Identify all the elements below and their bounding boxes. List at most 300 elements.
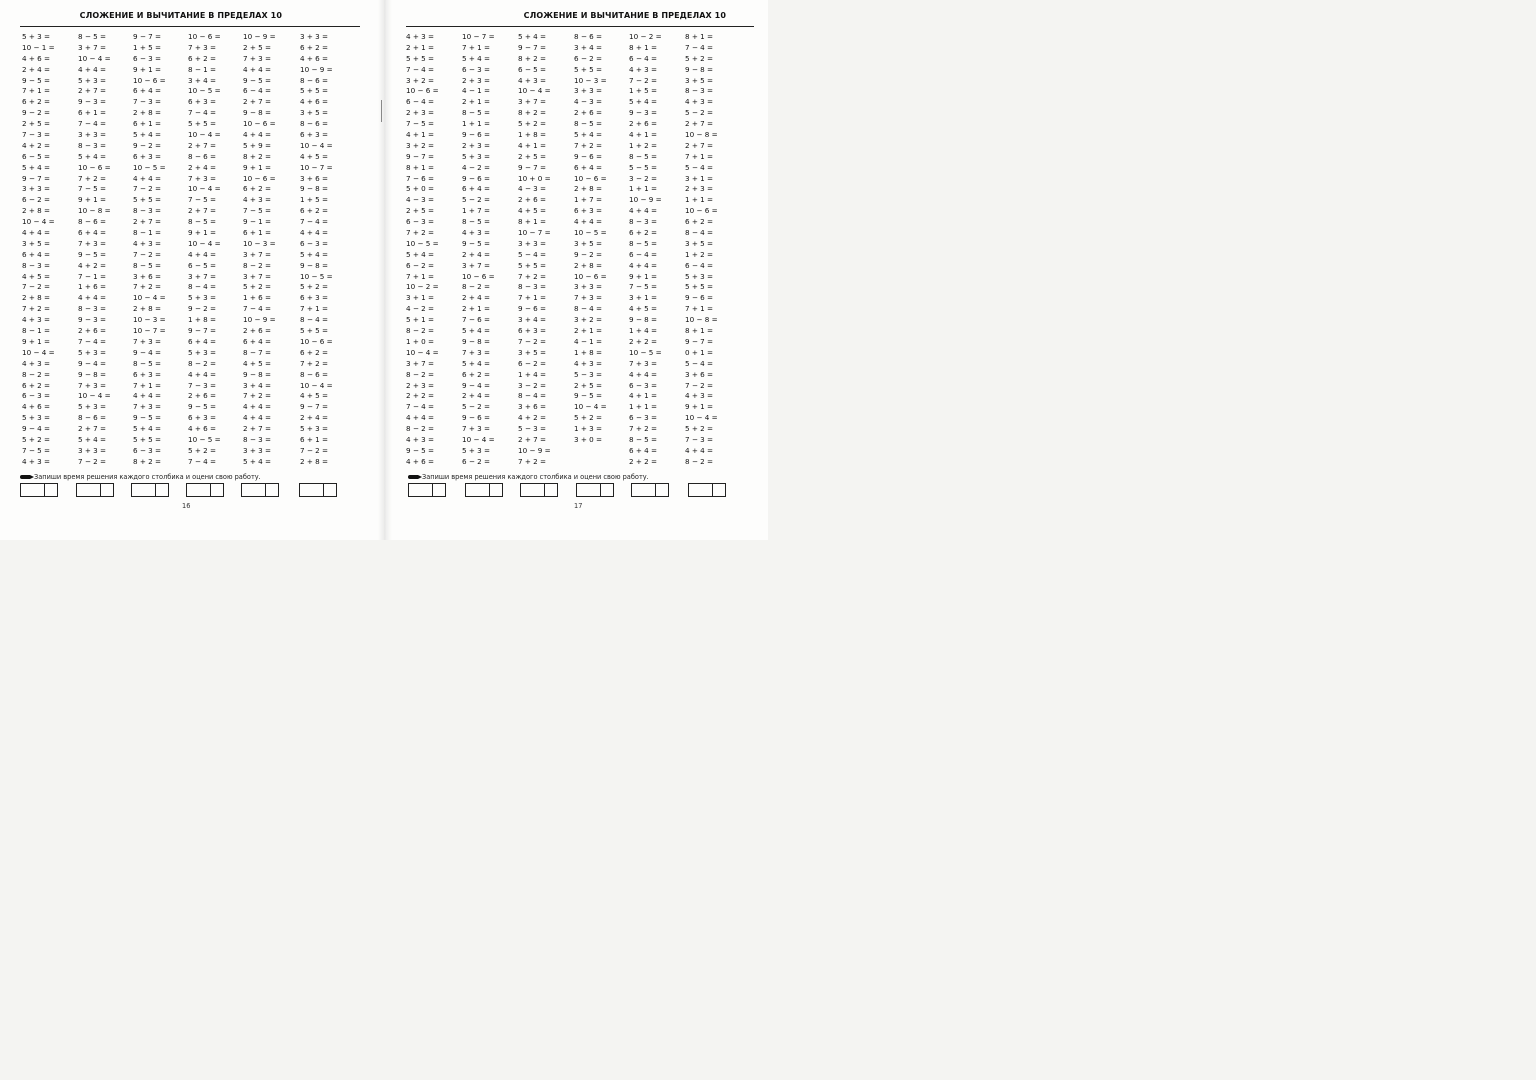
- exercise: 9 − 8 =: [243, 108, 272, 118]
- exercise: 3 + 5 =: [22, 238, 51, 248]
- exercise: 5 + 3 =: [300, 424, 329, 434]
- exercise: 6 + 2 =: [300, 206, 329, 216]
- exercise: 10 − 6 =: [574, 271, 607, 281]
- exercise: 7 − 2 =: [133, 184, 162, 194]
- exercise: 4 + 3 =: [406, 32, 435, 41]
- open-workbook: [0, 0, 768, 540]
- exercise: 6 + 3 =: [133, 151, 162, 161]
- exercise: 6 − 3 =: [133, 53, 162, 63]
- exercise: 4 + 4 =: [78, 293, 107, 303]
- exercise: 9 − 5 =: [78, 249, 107, 259]
- exercise: 4 + 5 =: [22, 271, 51, 281]
- exercise: 5 + 2 =: [188, 445, 217, 455]
- exercise: 5 + 5 =: [300, 326, 329, 336]
- exercise: 3 + 7 =: [462, 260, 491, 270]
- exercise: 10 − 6 =: [685, 206, 718, 216]
- exercise: 7 − 2 =: [22, 282, 51, 292]
- exercise: 7 − 3 =: [133, 97, 162, 107]
- exercise: 10 − 4 =: [462, 434, 495, 444]
- exercise: 10 − 9 =: [518, 445, 551, 455]
- exercise: 5 + 4 =: [462, 358, 491, 368]
- exercise: 5 + 9 =: [243, 140, 272, 150]
- page-number: 16: [182, 502, 191, 510]
- exercise: 8 − 5 =: [462, 108, 491, 118]
- exercise: 5 + 5 =: [300, 86, 329, 96]
- page-mark: [381, 100, 382, 122]
- exercise: 5 + 3 =: [22, 413, 51, 423]
- exercise: 5 + 4 =: [574, 130, 603, 140]
- exercise: 2 + 6 =: [243, 326, 272, 336]
- exercise: 5 + 4 =: [300, 249, 329, 259]
- exercise: 9 − 8 =: [243, 369, 272, 379]
- exercise: 3 + 2 =: [574, 315, 603, 325]
- exercise: 10 − 5 =: [574, 228, 607, 238]
- exercise: 3 + 3 =: [574, 282, 603, 292]
- exercise: 3 + 1 =: [629, 293, 658, 303]
- exercise: 6 + 4 =: [188, 336, 217, 346]
- exercise: 10 − 6 =: [462, 271, 495, 281]
- exercise: 8 − 5 =: [574, 119, 603, 129]
- exercise: 8 − 3 =: [629, 217, 658, 227]
- exercise: 4 + 6 =: [22, 53, 51, 63]
- time-box-5[interactable]: [631, 483, 669, 497]
- exercise: 10 − 2 =: [629, 32, 662, 41]
- exercise: 9 − 6 =: [462, 413, 491, 423]
- page-title: СЛОЖЕНИЕ И ВЫЧИТАНИЕ В ПРЕДЕЛАХ 10: [20, 8, 360, 27]
- exercise: 7 − 2 =: [300, 445, 329, 455]
- exercise: 2 + 5 =: [518, 151, 547, 161]
- exercise: 6 − 2 =: [22, 195, 51, 205]
- exercise: 5 + 5 =: [188, 119, 217, 129]
- exercise: 4 + 3 =: [462, 228, 491, 238]
- exercise: 3 + 7 =: [243, 271, 272, 281]
- page-number: 17: [574, 502, 583, 510]
- exercise: 4 − 3 =: [574, 97, 603, 107]
- exercise: 5 + 5 =: [133, 434, 162, 444]
- exercise: 5 − 4 =: [685, 162, 714, 172]
- time-box-1[interactable]: [408, 483, 446, 497]
- exercise: 10 − 4 =: [300, 380, 333, 390]
- exercise: 5 + 2 =: [518, 119, 547, 129]
- exercise: 2 + 7 =: [78, 424, 107, 434]
- exercise: 5 + 2 =: [685, 53, 714, 63]
- exercise: 3 + 6 =: [685, 369, 714, 379]
- exercise: 4 + 4 =: [629, 369, 658, 379]
- exercise: 8 − 3 =: [243, 434, 272, 444]
- exercise: 5 + 3 =: [78, 75, 107, 85]
- exercise: 6 + 4 =: [133, 86, 162, 96]
- exercise: 10 − 4 =: [518, 86, 551, 96]
- exercise: 5 + 5 =: [685, 282, 714, 292]
- exercise: 4 + 4 =: [243, 130, 272, 140]
- exercise: 1 + 8 =: [574, 347, 603, 357]
- exercise: 7 + 2 =: [243, 391, 272, 401]
- exercise: 10 − 3 =: [243, 238, 276, 248]
- exercise: 8 − 5 =: [133, 358, 162, 368]
- exercise-column-1: [22, 32, 80, 468]
- exercise: 6 + 2 =: [300, 42, 329, 52]
- exercise: 5 + 4 =: [462, 53, 491, 63]
- exercise: 2 + 2 =: [629, 336, 658, 346]
- exercise: 7 − 1 =: [78, 271, 107, 281]
- exercise: 5 + 3 =: [685, 271, 714, 281]
- time-box-3[interactable]: [131, 483, 169, 497]
- exercise: 7 − 2 =: [685, 380, 714, 390]
- exercise: 1 + 1 =: [685, 195, 714, 205]
- exercise: 6 + 2 =: [188, 53, 217, 63]
- exercise: 9 − 2 =: [22, 108, 51, 118]
- exercise: 8 − 4 =: [300, 315, 329, 325]
- exercise: 8 − 2 =: [406, 424, 435, 434]
- exercise: 4 + 6 =: [300, 53, 329, 63]
- exercise: 3 + 7 =: [518, 97, 547, 107]
- exercise: 6 + 1 =: [243, 228, 272, 238]
- exercise: 3 + 6 =: [133, 271, 162, 281]
- exercise: 9 + 1 =: [133, 64, 162, 74]
- time-box-1[interactable]: [20, 483, 58, 497]
- exercise: 4 − 1 =: [462, 86, 491, 96]
- exercise: 10 − 4 =: [22, 217, 55, 227]
- exercise: 10 − 5 =: [188, 86, 221, 96]
- exercise: 6 + 4 =: [22, 249, 51, 259]
- exercise: 6 − 2 =: [462, 456, 491, 466]
- exercise: 8 − 5 =: [188, 217, 217, 227]
- exercise: 2 + 7 =: [78, 86, 107, 96]
- exercise: 6 + 3 =: [574, 206, 603, 216]
- exercise: 4 + 3 =: [22, 315, 51, 325]
- exercise: 4 + 4 =: [133, 391, 162, 401]
- pencil-icon: [408, 475, 418, 479]
- exercise: 10 − 3 =: [574, 75, 607, 85]
- exercise: 6 + 1 =: [133, 119, 162, 129]
- exercise: 5 + 2 =: [300, 282, 329, 292]
- exercise: 1 + 2 =: [629, 140, 658, 150]
- exercise: 1 + 5 =: [133, 42, 162, 52]
- exercise: 6 − 2 =: [574, 53, 603, 63]
- exercise: 2 + 4 =: [462, 293, 491, 303]
- exercise: 7 + 1 =: [685, 151, 714, 161]
- exercise: 9 − 7 =: [518, 162, 547, 172]
- exercise: 8 − 6 =: [78, 217, 107, 227]
- exercise: 4 + 3 =: [685, 97, 714, 107]
- exercise: 7 + 2 =: [518, 271, 547, 281]
- exercise: 2 + 3 =: [462, 75, 491, 85]
- left-page: [0, 0, 384, 540]
- exercise: 9 − 4 =: [462, 380, 491, 390]
- exercise: 6 + 2 =: [300, 347, 329, 357]
- exercise: 9 − 7 =: [300, 402, 329, 412]
- exercise: 10 − 6 =: [574, 173, 607, 183]
- exercise: 2 + 7 =: [243, 424, 272, 434]
- exercise: 5 + 5 =: [518, 260, 547, 270]
- exercise: 9 − 6 =: [685, 293, 714, 303]
- exercise: 4 − 1 =: [574, 336, 603, 346]
- exercise: 10 − 1 =: [22, 42, 55, 52]
- exercise: 8 + 1 =: [518, 217, 547, 227]
- exercise: 2 + 8 =: [133, 108, 162, 118]
- exercise: 4 + 4 =: [685, 445, 714, 455]
- exercise: 2 + 6 =: [629, 119, 658, 129]
- exercise: 4 + 5 =: [629, 304, 658, 314]
- exercise: 6 + 3 =: [188, 413, 217, 423]
- exercise: 2 + 2 =: [406, 391, 435, 401]
- exercise: 6 − 4 =: [406, 97, 435, 107]
- pencil-icon: [20, 475, 30, 479]
- exercise: 1 + 6 =: [78, 282, 107, 292]
- exercise: 3 + 7 =: [188, 271, 217, 281]
- exercise: 10 − 5 =: [300, 271, 333, 281]
- exercise: 5 + 3 =: [462, 151, 491, 161]
- exercise-column-3: [133, 32, 191, 468]
- time-box-3[interactable]: [520, 483, 558, 497]
- exercise: 7 + 2 =: [574, 140, 603, 150]
- exercise: 8 − 4 =: [188, 282, 217, 292]
- exercise: 8 − 5 =: [133, 260, 162, 270]
- exercise: 8 − 4 =: [518, 391, 547, 401]
- exercise: 7 − 2 =: [518, 336, 547, 346]
- exercise-column-6: [685, 32, 743, 468]
- exercise-column-3: [518, 32, 576, 468]
- exercise: 3 + 7 =: [78, 42, 107, 52]
- exercise: 8 − 2 =: [243, 260, 272, 270]
- exercise: 4 + 3 =: [574, 358, 603, 368]
- exercise: 9 − 2 =: [133, 140, 162, 150]
- time-box-4[interactable]: [576, 483, 614, 497]
- exercise: 3 − 2 =: [629, 173, 658, 183]
- exercise: 2 + 5 =: [22, 119, 51, 129]
- exercise: 8 − 5 =: [629, 238, 658, 248]
- exercise: 7 + 2 =: [518, 456, 547, 466]
- exercise: 10 − 4 =: [574, 402, 607, 412]
- exercise: 10 − 8 =: [78, 206, 111, 216]
- exercise: 5 + 4 =: [462, 326, 491, 336]
- exercise: 3 + 3 =: [78, 445, 107, 455]
- exercise: 7 − 4 =: [78, 336, 107, 346]
- exercise: 6 + 1 =: [300, 434, 329, 444]
- exercise: 1 + 1 =: [629, 402, 658, 412]
- exercise-column-1: [406, 32, 464, 468]
- exercise: 6 − 3 =: [462, 64, 491, 74]
- exercise: 8 + 2 =: [518, 108, 547, 118]
- exercise: 7 − 4 =: [300, 217, 329, 227]
- exercise: 4 + 3 =: [518, 75, 547, 85]
- exercise: 7 − 4 =: [188, 108, 217, 118]
- exercise: 5 + 4 =: [629, 97, 658, 107]
- exercise: 2 + 5 =: [574, 380, 603, 390]
- exercise: 7 + 3 =: [462, 424, 491, 434]
- exercise: 5 + 2 =: [685, 424, 714, 434]
- exercise: 3 + 1 =: [685, 173, 714, 183]
- exercise: 2 + 1 =: [462, 97, 491, 107]
- exercise: 0 + 1 =: [685, 347, 714, 357]
- exercise: 10 − 7 =: [518, 228, 551, 238]
- exercise: 7 + 2 =: [133, 282, 162, 292]
- exercise: 9 − 8 =: [462, 336, 491, 346]
- time-box-2[interactable]: [465, 483, 503, 497]
- exercise: 1 + 4 =: [518, 369, 547, 379]
- exercise: 5 − 3 =: [574, 369, 603, 379]
- exercise: 9 − 8 =: [629, 315, 658, 325]
- exercise: 7 + 1 =: [685, 304, 714, 314]
- exercise: 5 + 1 =: [406, 315, 435, 325]
- exercise: 8 − 2 =: [22, 369, 51, 379]
- time-box-6[interactable]: [688, 483, 726, 497]
- exercise: 8 − 7 =: [243, 347, 272, 357]
- exercise: 4 + 5 =: [518, 206, 547, 216]
- exercise: 9 − 6 =: [462, 173, 491, 183]
- exercise: 2 + 3 =: [462, 140, 491, 150]
- exercise: 6 + 3 =: [300, 293, 329, 303]
- instruction-text: Запиши время решения каждого столбика и оцени свою работу.: [408, 473, 649, 481]
- exercise: 2 + 8 =: [574, 184, 603, 194]
- exercise: 3 + 3 =: [22, 184, 51, 194]
- exercise: 1 + 5 =: [300, 195, 329, 205]
- exercise: 1 + 3 =: [574, 424, 603, 434]
- time-box-6[interactable]: [299, 483, 337, 497]
- exercise: 8 + 1 =: [685, 32, 714, 41]
- exercise: 3 + 5 =: [518, 347, 547, 357]
- exercise: 5 + 4 =: [78, 151, 107, 161]
- exercise: 1 + 6 =: [243, 293, 272, 303]
- time-box-2[interactable]: [76, 483, 114, 497]
- exercise: 7 + 3 =: [133, 336, 162, 346]
- exercise: 4 + 1 =: [629, 391, 658, 401]
- exercise: 7 + 1 =: [300, 304, 329, 314]
- exercise: 3 + 2 =: [406, 140, 435, 150]
- exercise: 6 − 2 =: [406, 260, 435, 270]
- exercise: 9 − 6 =: [518, 304, 547, 314]
- exercise: 4 + 2 =: [78, 260, 107, 270]
- exercise: 9 + 1 =: [243, 162, 272, 172]
- exercise: 6 − 3 =: [629, 413, 658, 423]
- exercise: 6 + 4 =: [462, 184, 491, 194]
- exercise: 5 + 3 =: [78, 402, 107, 412]
- exercise: 8 − 6 =: [300, 75, 329, 85]
- exercise: 4 + 4 =: [243, 402, 272, 412]
- exercise: 3 + 5 =: [574, 238, 603, 248]
- exercise: 2 + 7 =: [685, 119, 714, 129]
- exercise: 3 + 6 =: [300, 173, 329, 183]
- exercise: 4 + 5 =: [243, 358, 272, 368]
- exercise: 8 − 5 =: [78, 32, 107, 41]
- exercise: 10 − 9 =: [629, 195, 662, 205]
- exercise: 3 + 3 =: [300, 32, 329, 41]
- exercise-column-2: [462, 32, 520, 468]
- exercise: 6 − 4 =: [629, 53, 658, 63]
- exercise: 9 − 5 =: [188, 402, 217, 412]
- exercise: 2 + 6 =: [188, 391, 217, 401]
- time-box-4[interactable]: [186, 483, 224, 497]
- exercise: 7 + 3 =: [78, 380, 107, 390]
- exercise: 7 − 4 =: [243, 304, 272, 314]
- exercise: 9 − 1 =: [243, 217, 272, 227]
- exercise: 9 − 5 =: [574, 391, 603, 401]
- exercise: 1 + 7 =: [574, 195, 603, 205]
- exercise: 9 − 7 =: [188, 326, 217, 336]
- exercise: 5 − 3 =: [518, 424, 547, 434]
- exercise: 10 − 6 =: [406, 86, 439, 96]
- exercise-column-5: [243, 32, 301, 468]
- exercise: 1 + 1 =: [462, 119, 491, 129]
- exercise: 8 − 1 =: [188, 64, 217, 74]
- exercise: 4 + 4 =: [188, 249, 217, 259]
- exercise: 4 + 6 =: [22, 402, 51, 412]
- exercise: 6 − 5 =: [518, 64, 547, 74]
- exercise: 8 − 4 =: [574, 304, 603, 314]
- exercise: 9 − 4 =: [22, 424, 51, 434]
- exercise: 2 + 5 =: [406, 206, 435, 216]
- exercise: 6 − 3 =: [133, 445, 162, 455]
- exercise: 5 + 3 =: [22, 32, 51, 41]
- exercise: 7 − 6 =: [406, 173, 435, 183]
- exercise: 2 + 3 =: [685, 184, 714, 194]
- exercise: 7 − 2 =: [78, 456, 107, 466]
- exercise: 6 − 3 =: [406, 217, 435, 227]
- exercise: 5 + 4 =: [133, 424, 162, 434]
- exercise: 4 + 3 =: [133, 238, 162, 248]
- exercise: 7 + 3 =: [188, 173, 217, 183]
- exercise: 7 − 3 =: [188, 380, 217, 390]
- exercise: 7 − 2 =: [133, 249, 162, 259]
- exercise: 8 − 2 =: [406, 326, 435, 336]
- exercise: 4 + 2 =: [518, 413, 547, 423]
- exercise: 10 − 5 =: [406, 238, 439, 248]
- exercise: 5 − 2 =: [462, 195, 491, 205]
- exercise: 10 − 4 =: [133, 293, 166, 303]
- exercise-column-5: [629, 32, 687, 468]
- exercise: 7 + 1 =: [22, 86, 51, 96]
- exercise: 5 + 3 =: [188, 347, 217, 357]
- exercise: 3 + 3 =: [518, 238, 547, 248]
- exercise: 7 − 6 =: [462, 315, 491, 325]
- exercise: 5 + 4 =: [22, 162, 51, 172]
- exercise: 6 − 2 =: [518, 358, 547, 368]
- exercise: 8 + 1 =: [406, 162, 435, 172]
- exercise: 5 + 3 =: [78, 347, 107, 357]
- exercise: 10 − 5 =: [188, 434, 221, 444]
- exercise: 10 − 9 =: [243, 32, 276, 41]
- exercise: 7 − 5 =: [78, 184, 107, 194]
- exercise: 10 − 4 =: [188, 130, 221, 140]
- exercise: 3 + 3 =: [574, 86, 603, 96]
- exercise: 8 + 1 =: [629, 42, 658, 52]
- exercise: 5 − 5 =: [629, 162, 658, 172]
- exercise: 6 + 1 =: [78, 108, 107, 118]
- exercise: 10 − 4 =: [685, 413, 718, 423]
- exercise: 4 + 4 =: [574, 217, 603, 227]
- exercise: 6 + 2 =: [243, 184, 272, 194]
- exercise: 10 − 4 =: [22, 347, 55, 357]
- exercise-column-4: [574, 32, 632, 446]
- exercise: 5 + 2 =: [22, 434, 51, 444]
- exercise: 6 − 5 =: [22, 151, 51, 161]
- exercise: 7 + 2 =: [78, 173, 107, 183]
- exercise: 10 − 9 =: [243, 315, 276, 325]
- time-box-5[interactable]: [241, 483, 279, 497]
- exercise: 9 − 3 =: [78, 315, 107, 325]
- exercise: 4 + 2 =: [22, 140, 51, 150]
- exercise: 1 + 2 =: [685, 249, 714, 259]
- exercise: 6 − 4 =: [629, 249, 658, 259]
- exercise: 10 − 6 =: [243, 173, 276, 183]
- exercise: 9 − 8 =: [685, 64, 714, 74]
- exercise: 4 + 3 =: [406, 434, 435, 444]
- exercise: 5 − 2 =: [462, 402, 491, 412]
- exercise: 10 − 7 =: [462, 32, 495, 41]
- page-title: СЛОЖЕНИЕ И ВЫЧИТАНИЕ В ПРЕДЕЛАХ 10: [406, 8, 754, 27]
- exercise: 10 + 0 =: [518, 173, 551, 183]
- exercise: 4 + 3 =: [629, 64, 658, 74]
